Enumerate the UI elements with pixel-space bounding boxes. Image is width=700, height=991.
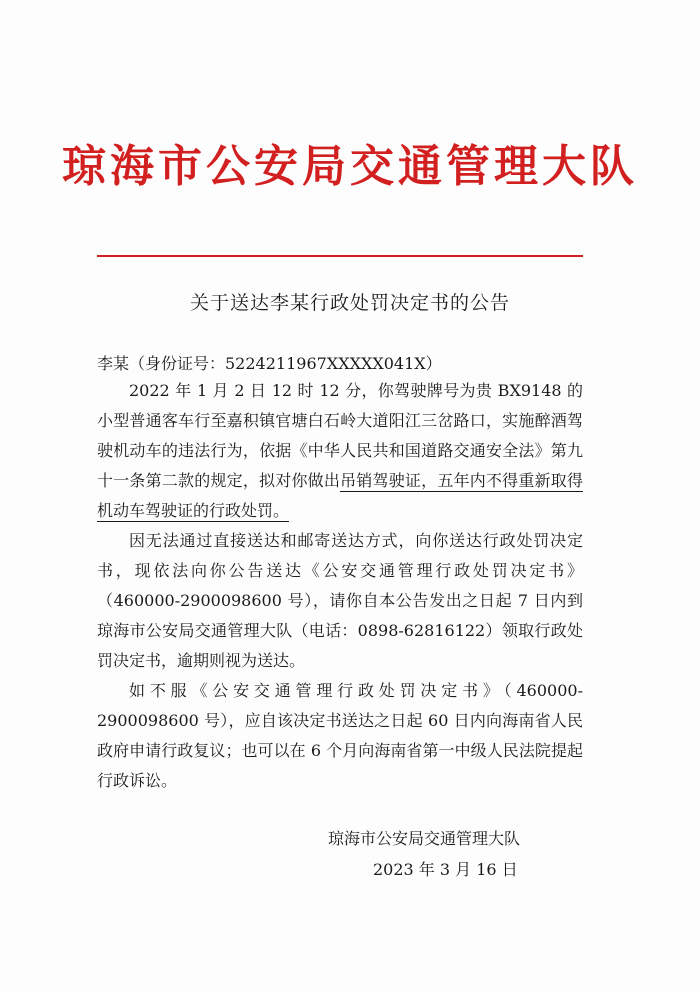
violation-text: 2022 年 1 月 2 日 12 时 12 分，你驾驶牌号为贵 BX9148 的小型普通客车行至嘉积镇官塘白石岭大道阳江三岔路口，实施醉酒驾驶机动车的违法行为，依据《中华人民共和国道路交通安全法》第九十一条第二款的规定，拟对你做出: [97, 381, 583, 490]
penalty-text: 吊销驾驶证，五年内不得重新取得机动车驾驶证的行政处罚。: [97, 471, 583, 520]
letterhead: 琼海市公安局交通管理大队: [62, 141, 638, 192]
notice-body: [97, 376, 583, 796]
signature-org: 琼海市公安局交通管理大队: [328, 829, 521, 848]
red-divider: [97, 255, 583, 257]
paragraph-service: 因无法通过直接送达和邮寄送达方式，向你送达行政处罚决定书，现依法向你公告送达《公安交通管理行政处罚决定书》（460000-2900098600 号），请你自本公告发出之日起 7 日内到琼海市公安局交通管理大队（电话：0898-62816122）领取行政处罚决定书，逾期则视为送达。: [97, 531, 583, 670]
document-title: 关于送达李某行政处罚决定书的公告: [189, 292, 510, 314]
paragraph-violation: [97, 376, 583, 526]
signature-date: 2023 年 3 月 16 日: [373, 860, 518, 879]
salutation: 李某（身份证号：5224211967XXXXX041X）: [97, 354, 442, 373]
paragraph-appeal: 如不服《公安交通管理行政处罚决定书》（460000-2900098600 号），应自该决定书送达之日起 60 日内向海南省人民政府申请行政复议；也可以在 6 个月向海南省第一中级人民法院提起行政诉讼。: [97, 681, 583, 790]
